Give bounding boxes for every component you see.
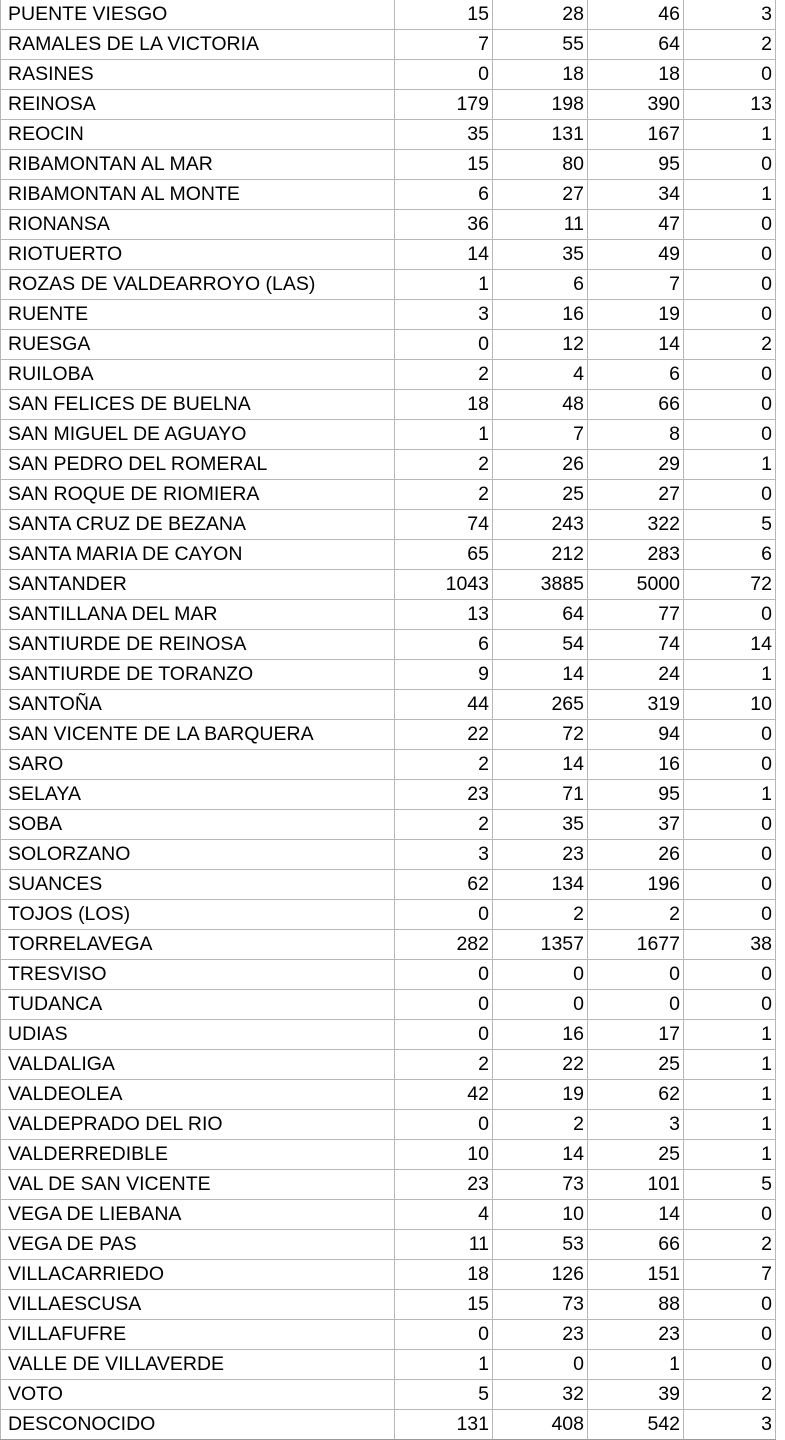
value-cell-3[interactable]: 0: [588, 990, 684, 1020]
value-cell-4[interactable]: 1: [684, 1020, 776, 1050]
value-cell-2[interactable]: 10: [493, 1200, 588, 1230]
value-cell-2[interactable]: 32: [493, 1380, 588, 1410]
municipality-cell[interactable]: SANTANDER: [1, 570, 395, 600]
municipality-cell[interactable]: SAN VICENTE DE LA BARQUERA: [1, 720, 395, 750]
table-row: [1, 270, 776, 300]
value-cell-4[interactable]: 1: [684, 1110, 776, 1140]
table-row: [1, 600, 776, 630]
value-cell-2[interactable]: 2: [493, 1110, 588, 1140]
value-cell-1[interactable]: 14: [395, 240, 493, 270]
value-cell-3[interactable]: 49: [588, 240, 684, 270]
value-cell-4[interactable]: 0: [684, 720, 776, 750]
value-cell-4[interactable]: 0: [684, 900, 776, 930]
value-cell-3[interactable]: 25: [588, 1050, 684, 1080]
municipality-cell[interactable]: SANTILLANA DEL MAR: [1, 600, 395, 630]
value-cell-2[interactable]: 131: [493, 120, 588, 150]
value-cell-1[interactable]: 282: [395, 930, 493, 960]
value-cell-2[interactable]: 28: [493, 0, 588, 30]
value-cell-3[interactable]: 37: [588, 810, 684, 840]
municipality-cell[interactable]: ROZAS DE VALDEARROYO (LAS): [1, 270, 395, 300]
value-cell-1[interactable]: 74: [395, 510, 493, 540]
value-cell-4[interactable]: 0: [684, 270, 776, 300]
table-row: [1, 240, 776, 270]
value-cell-1[interactable]: 1: [395, 270, 493, 300]
value-cell-1[interactable]: 3: [395, 300, 493, 330]
value-cell-1[interactable]: 0: [395, 960, 493, 990]
municipality-cell[interactable]: SAN FELICES DE BUELNA: [1, 390, 395, 420]
table-row: [1, 1260, 776, 1290]
municipality-cell[interactable]: REOCIN: [1, 120, 395, 150]
value-cell-3[interactable]: 66: [588, 1230, 684, 1260]
value-cell-2[interactable]: 25: [493, 480, 588, 510]
value-cell-1[interactable]: 65: [395, 540, 493, 570]
value-cell-1[interactable]: 36: [395, 210, 493, 240]
municipality-cell[interactable]: PUENTE VIESGO: [1, 0, 395, 30]
value-cell-4[interactable]: 1: [684, 780, 776, 810]
value-cell-2[interactable]: 14: [493, 750, 588, 780]
value-cell-4[interactable]: 2: [684, 1380, 776, 1410]
table-row: [1, 630, 776, 660]
value-cell-4[interactable]: 0: [684, 480, 776, 510]
municipality-cell[interactable]: REINOSA: [1, 90, 395, 120]
table-row: [1, 750, 776, 780]
municipality-cell[interactable]: RASINES: [1, 60, 395, 90]
value-cell-4[interactable]: 3: [684, 0, 776, 30]
table-row: [1, 780, 776, 810]
value-cell-1[interactable]: 9: [395, 660, 493, 690]
value-cell-3[interactable]: 16: [588, 750, 684, 780]
value-cell-3[interactable]: 1677: [588, 930, 684, 960]
value-cell-4[interactable]: 0: [684, 360, 776, 390]
value-cell-3[interactable]: 19: [588, 300, 684, 330]
value-cell-3[interactable]: 2: [588, 900, 684, 930]
value-cell-4[interactable]: 3: [684, 1410, 776, 1440]
value-cell-2[interactable]: 48: [493, 390, 588, 420]
value-cell-4[interactable]: 0: [684, 420, 776, 450]
table-row: [1, 720, 776, 750]
value-cell-4[interactable]: 72: [684, 570, 776, 600]
municipality-cell[interactable]: SAN PEDRO DEL ROMERAL: [1, 450, 395, 480]
value-cell-1[interactable]: 0: [395, 990, 493, 1020]
value-cell-1[interactable]: 131: [395, 1410, 493, 1440]
value-cell-2[interactable]: 26: [493, 450, 588, 480]
value-cell-1[interactable]: 0: [395, 1020, 493, 1050]
table-row: [1, 150, 776, 180]
table-row: [1, 1320, 776, 1350]
value-cell-4[interactable]: 0: [684, 810, 776, 840]
municipality-cell[interactable]: TUDANCA: [1, 990, 395, 1020]
value-cell-2[interactable]: 16: [493, 1020, 588, 1050]
value-cell-3[interactable]: 167: [588, 120, 684, 150]
value-cell-3[interactable]: 390: [588, 90, 684, 120]
value-cell-2[interactable]: 22: [493, 1050, 588, 1080]
municipality-cell[interactable]: RIBAMONTAN AL MAR: [1, 150, 395, 180]
municipality-cell[interactable]: TORRELAVEGA: [1, 930, 395, 960]
value-cell-4[interactable]: 0: [684, 210, 776, 240]
value-cell-2[interactable]: 243: [493, 510, 588, 540]
value-cell-2[interactable]: 12: [493, 330, 588, 360]
value-cell-3[interactable]: 27: [588, 480, 684, 510]
table-row: [1, 390, 776, 420]
value-cell-1[interactable]: 15: [395, 0, 493, 30]
value-cell-3[interactable]: 66: [588, 390, 684, 420]
value-cell-1[interactable]: 0: [395, 1110, 493, 1140]
value-cell-1[interactable]: 3: [395, 840, 493, 870]
value-cell-2[interactable]: 19: [493, 1080, 588, 1110]
table-row: [1, 450, 776, 480]
table-row: [1, 30, 776, 60]
table-row: [1, 1350, 776, 1380]
value-cell-2[interactable]: 55: [493, 30, 588, 60]
value-cell-2[interactable]: 14: [493, 660, 588, 690]
value-cell-4[interactable]: 2: [684, 30, 776, 60]
municipality-cell[interactable]: DESCONOCIDO: [1, 1410, 395, 1440]
municipality-cell[interactable]: RIONANSA: [1, 210, 395, 240]
value-cell-2[interactable]: 0: [493, 990, 588, 1020]
value-cell-2[interactable]: 73: [493, 1290, 588, 1320]
value-cell-1[interactable]: 1043: [395, 570, 493, 600]
value-cell-3[interactable]: 1: [588, 1350, 684, 1380]
value-cell-1[interactable]: 18: [395, 1260, 493, 1290]
value-cell-1[interactable]: 10: [395, 1140, 493, 1170]
municipality-cell[interactable]: VILLAFUFRE: [1, 1320, 395, 1350]
value-cell-4[interactable]: 0: [684, 390, 776, 420]
value-cell-3[interactable]: 26: [588, 840, 684, 870]
value-cell-2[interactable]: 0: [493, 960, 588, 990]
value-cell-2[interactable]: 16: [493, 300, 588, 330]
value-cell-1[interactable]: 2: [395, 480, 493, 510]
value-cell-4[interactable]: 14: [684, 630, 776, 660]
value-cell-4[interactable]: 0: [684, 1320, 776, 1350]
municipality-cell[interactable]: SANTOÑA: [1, 690, 395, 720]
value-cell-2[interactable]: 11: [493, 210, 588, 240]
table-row: [1, 1050, 776, 1080]
municipality-cell[interactable]: SAN ROQUE DE RIOMIERA: [1, 480, 395, 510]
table-row: [1, 1410, 776, 1440]
value-cell-1[interactable]: 11: [395, 1230, 493, 1260]
municipality-cell[interactable]: RAMALES DE LA VICTORIA: [1, 30, 395, 60]
municipality-cell[interactable]: SANTA MARIA DE CAYON: [1, 540, 395, 570]
value-cell-1[interactable]: 179: [395, 90, 493, 120]
value-cell-3[interactable]: 542: [588, 1410, 684, 1440]
value-cell-3[interactable]: 151: [588, 1260, 684, 1290]
table-body: [1, 0, 776, 1440]
municipality-cell[interactable]: VALDEOLEA: [1, 1080, 395, 1110]
table-row: [1, 120, 776, 150]
value-cell-4[interactable]: 1: [684, 450, 776, 480]
value-cell-4[interactable]: 0: [684, 960, 776, 990]
value-cell-1[interactable]: 2: [395, 450, 493, 480]
value-cell-3[interactable]: 64: [588, 30, 684, 60]
value-cell-2[interactable]: 23: [493, 840, 588, 870]
table-row: [1, 510, 776, 540]
value-cell-4[interactable]: 1: [684, 180, 776, 210]
value-cell-2[interactable]: 64: [493, 600, 588, 630]
municipality-cell[interactable]: TOJOS (LOS): [1, 900, 395, 930]
value-cell-3[interactable]: 94: [588, 720, 684, 750]
municipality-cell[interactable]: VILLACARRIEDO: [1, 1260, 395, 1290]
value-cell-4[interactable]: 0: [684, 1290, 776, 1320]
table-row: [1, 870, 776, 900]
municipality-cell[interactable]: SANTIURDE DE TORANZO: [1, 660, 395, 690]
value-cell-2[interactable]: 134: [493, 870, 588, 900]
value-cell-2[interactable]: 126: [493, 1260, 588, 1290]
value-cell-3[interactable]: 47: [588, 210, 684, 240]
value-cell-1[interactable]: 15: [395, 1290, 493, 1320]
value-cell-3[interactable]: 14: [588, 330, 684, 360]
table-row: [1, 900, 776, 930]
value-cell-2[interactable]: 1357: [493, 930, 588, 960]
value-cell-1[interactable]: 4: [395, 1200, 493, 1230]
municipality-cell[interactable]: VEGA DE LIEBANA: [1, 1200, 395, 1230]
municipality-cell[interactable]: VEGA DE PAS: [1, 1230, 395, 1260]
municipality-cell[interactable]: SUANCES: [1, 870, 395, 900]
value-cell-1[interactable]: 0: [395, 900, 493, 930]
value-cell-4[interactable]: 5: [684, 1170, 776, 1200]
value-cell-3[interactable]: 29: [588, 450, 684, 480]
value-cell-4[interactable]: 1: [684, 120, 776, 150]
value-cell-4[interactable]: 13: [684, 90, 776, 120]
table-row: [1, 570, 776, 600]
value-cell-3[interactable]: 7: [588, 270, 684, 300]
value-cell-4[interactable]: 0: [684, 240, 776, 270]
value-cell-4[interactable]: 6: [684, 540, 776, 570]
value-cell-1[interactable]: 13: [395, 600, 493, 630]
municipality-cell[interactable]: RIBAMONTAN AL MONTE: [1, 180, 395, 210]
value-cell-3[interactable]: 25: [588, 1140, 684, 1170]
value-cell-1[interactable]: 2: [395, 360, 493, 390]
table-row: [1, 660, 776, 690]
table-row: [1, 1020, 776, 1050]
value-cell-2[interactable]: 2: [493, 900, 588, 930]
value-cell-2[interactable]: 80: [493, 150, 588, 180]
value-cell-1[interactable]: 1: [395, 420, 493, 450]
municipality-cell[interactable]: RIOTUERTO: [1, 240, 395, 270]
value-cell-1[interactable]: 23: [395, 1170, 493, 1200]
municipality-cell[interactable]: RUENTE: [1, 300, 395, 330]
value-cell-3[interactable]: 6: [588, 360, 684, 390]
value-cell-3[interactable]: 62: [588, 1080, 684, 1110]
value-cell-4[interactable]: 0: [684, 60, 776, 90]
value-cell-1[interactable]: 62: [395, 870, 493, 900]
table-row: [1, 1230, 776, 1260]
table-row: [1, 690, 776, 720]
value-cell-1[interactable]: 2: [395, 750, 493, 780]
table-row: [1, 1380, 776, 1410]
value-cell-1[interactable]: 23: [395, 780, 493, 810]
value-cell-2[interactable]: 6: [493, 270, 588, 300]
value-cell-1[interactable]: 6: [395, 630, 493, 660]
table-row: [1, 60, 776, 90]
value-cell-1[interactable]: 42: [395, 1080, 493, 1110]
value-cell-1[interactable]: 6: [395, 180, 493, 210]
municipality-cell[interactable]: VALDEPRADO DEL RIO: [1, 1110, 395, 1140]
value-cell-2[interactable]: 23: [493, 1320, 588, 1350]
municipality-cell[interactable]: VILLAESCUSA: [1, 1290, 395, 1320]
value-cell-2[interactable]: 265: [493, 690, 588, 720]
municipality-cell[interactable]: VOTO: [1, 1380, 395, 1410]
value-cell-3[interactable]: 319: [588, 690, 684, 720]
value-cell-3[interactable]: 23: [588, 1320, 684, 1350]
table-row: [1, 0, 776, 30]
value-cell-2[interactable]: 0: [493, 1350, 588, 1380]
municipality-cell[interactable]: VALDALIGA: [1, 1050, 395, 1080]
value-cell-4[interactable]: 0: [684, 870, 776, 900]
municipality-cell[interactable]: SANTIURDE DE REINOSA: [1, 630, 395, 660]
value-cell-3[interactable]: 3: [588, 1110, 684, 1140]
value-cell-3[interactable]: 283: [588, 540, 684, 570]
value-cell-4[interactable]: 0: [684, 150, 776, 180]
municipality-cell[interactable]: TRESVISO: [1, 960, 395, 990]
table-row: [1, 840, 776, 870]
value-cell-4[interactable]: 5: [684, 510, 776, 540]
municipality-cell[interactable]: SELAYA: [1, 780, 395, 810]
value-cell-2[interactable]: 4: [493, 360, 588, 390]
municipality-cell[interactable]: RUILOBA: [1, 360, 395, 390]
municipality-cell[interactable]: VALLE DE VILLAVERDE: [1, 1350, 395, 1380]
table-row: [1, 210, 776, 240]
value-cell-1[interactable]: 0: [395, 1320, 493, 1350]
value-cell-1[interactable]: 15: [395, 150, 493, 180]
value-cell-4[interactable]: 1: [684, 1080, 776, 1110]
value-cell-1[interactable]: 18: [395, 390, 493, 420]
value-cell-2[interactable]: 27: [493, 180, 588, 210]
municipality-cell[interactable]: UDIAS: [1, 1020, 395, 1050]
value-cell-2[interactable]: 53: [493, 1230, 588, 1260]
table-row: [1, 1200, 776, 1230]
value-cell-1[interactable]: 0: [395, 60, 493, 90]
value-cell-4[interactable]: 0: [684, 750, 776, 780]
value-cell-3[interactable]: 34: [588, 180, 684, 210]
value-cell-1[interactable]: 22: [395, 720, 493, 750]
value-cell-4[interactable]: 7: [684, 1260, 776, 1290]
value-cell-3[interactable]: 77: [588, 600, 684, 630]
table-row: [1, 810, 776, 840]
table-row: [1, 90, 776, 120]
value-cell-1[interactable]: 44: [395, 690, 493, 720]
value-cell-4[interactable]: 0: [684, 990, 776, 1020]
value-cell-4[interactable]: 0: [684, 840, 776, 870]
value-cell-3[interactable]: 18: [588, 60, 684, 90]
value-cell-3[interactable]: 88: [588, 1290, 684, 1320]
value-cell-4[interactable]: 0: [684, 600, 776, 630]
value-cell-3[interactable]: 95: [588, 150, 684, 180]
table-row: [1, 1170, 776, 1200]
municipality-cell[interactable]: SAN MIGUEL DE AGUAYO: [1, 420, 395, 450]
value-cell-4[interactable]: 2: [684, 330, 776, 360]
value-cell-3[interactable]: 14: [588, 1200, 684, 1230]
value-cell-3[interactable]: 8: [588, 420, 684, 450]
value-cell-3[interactable]: 322: [588, 510, 684, 540]
value-cell-3[interactable]: 74: [588, 630, 684, 660]
table-row: [1, 1080, 776, 1110]
value-cell-3[interactable]: 46: [588, 0, 684, 30]
value-cell-1[interactable]: 35: [395, 120, 493, 150]
value-cell-4[interactable]: 1: [684, 1050, 776, 1080]
value-cell-2[interactable]: 14: [493, 1140, 588, 1170]
value-cell-2[interactable]: 408: [493, 1410, 588, 1440]
value-cell-2[interactable]: 35: [493, 240, 588, 270]
municipality-cell[interactable]: RUESGA: [1, 330, 395, 360]
table-row: [1, 180, 776, 210]
table-row: [1, 360, 776, 390]
table-row: [1, 1140, 776, 1170]
table-row: [1, 540, 776, 570]
value-cell-2[interactable]: 3885: [493, 570, 588, 600]
municipality-cell[interactable]: VALDERREDIBLE: [1, 1140, 395, 1170]
value-cell-1[interactable]: 5: [395, 1380, 493, 1410]
table-row: [1, 960, 776, 990]
value-cell-2[interactable]: 54: [493, 630, 588, 660]
value-cell-1[interactable]: 0: [395, 330, 493, 360]
table-row: [1, 990, 776, 1020]
value-cell-2[interactable]: 212: [493, 540, 588, 570]
value-cell-2[interactable]: 35: [493, 810, 588, 840]
value-cell-3[interactable]: 39: [588, 1380, 684, 1410]
value-cell-3[interactable]: 95: [588, 780, 684, 810]
value-cell-4[interactable]: 1: [684, 660, 776, 690]
value-cell-1[interactable]: 1: [395, 1350, 493, 1380]
municipality-cell[interactable]: SANTA CRUZ DE BEZANA: [1, 510, 395, 540]
table-row: [1, 300, 776, 330]
table-row: [1, 420, 776, 450]
table-row: [1, 330, 776, 360]
value-cell-3[interactable]: 17: [588, 1020, 684, 1050]
value-cell-2[interactable]: 71: [493, 780, 588, 810]
municipality-cell[interactable]: SOLORZANO: [1, 840, 395, 870]
municipality-cell[interactable]: SARO: [1, 750, 395, 780]
value-cell-4[interactable]: 10: [684, 690, 776, 720]
value-cell-4[interactable]: 38: [684, 930, 776, 960]
table-row: [1, 930, 776, 960]
value-cell-2[interactable]: 7: [493, 420, 588, 450]
value-cell-1[interactable]: 2: [395, 810, 493, 840]
value-cell-4[interactable]: 0: [684, 1350, 776, 1380]
value-cell-2[interactable]: 198: [493, 90, 588, 120]
municipality-cell[interactable]: SOBA: [1, 810, 395, 840]
value-cell-4[interactable]: 0: [684, 300, 776, 330]
table-row: [1, 1290, 776, 1320]
value-cell-4[interactable]: 1: [684, 1140, 776, 1170]
value-cell-3[interactable]: 5000: [588, 570, 684, 600]
value-cell-1[interactable]: 7: [395, 30, 493, 60]
value-cell-2[interactable]: 72: [493, 720, 588, 750]
municipality-cell[interactable]: VAL DE SAN VICENTE: [1, 1170, 395, 1200]
table-row: [1, 480, 776, 510]
value-cell-3[interactable]: 0: [588, 960, 684, 990]
value-cell-2[interactable]: 73: [493, 1170, 588, 1200]
value-cell-3[interactable]: 101: [588, 1170, 684, 1200]
value-cell-4[interactable]: 0: [684, 1200, 776, 1230]
value-cell-1[interactable]: 2: [395, 1050, 493, 1080]
value-cell-4[interactable]: 2: [684, 1230, 776, 1260]
value-cell-3[interactable]: 24: [588, 660, 684, 690]
value-cell-2[interactable]: 18: [493, 60, 588, 90]
value-cell-3[interactable]: 196: [588, 870, 684, 900]
table-row: [1, 1110, 776, 1140]
